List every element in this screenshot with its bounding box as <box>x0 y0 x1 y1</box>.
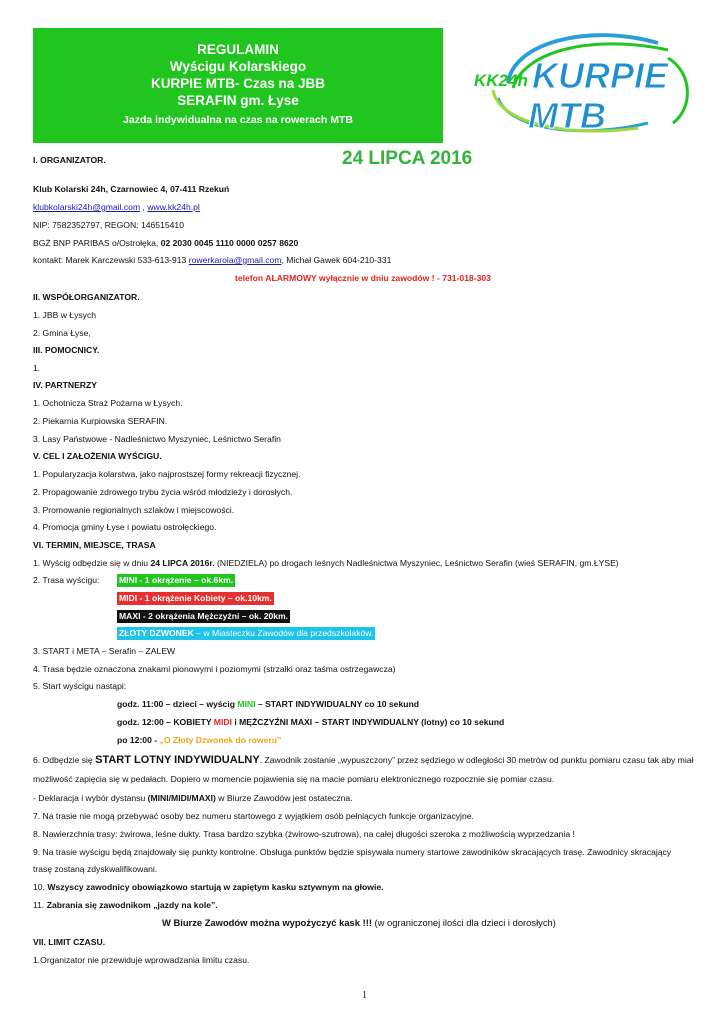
logo-mtb: MTB <box>528 95 606 136</box>
list-item: 1. Ochotnicza Straż Pożarna w Łysych. <box>33 398 183 408</box>
title-banner <box>33 28 443 143</box>
title-line-5: Jazda indywidualna na czas na rowerach MTB <box>123 114 353 126</box>
schedule-1: godz. 11:00 – dzieci – wyścig MINI – START INDYWIDUALNY co 10 sekund <box>117 699 419 709</box>
list-item: 2. Propagowanie zdrowego trybu życia wśród młodzieży i dorosłych. <box>33 487 293 497</box>
logo-kurpie: KURPIE <box>532 55 669 96</box>
route-midi: MIDI - 1 okrążenie Kobiety – ok.10km. <box>119 593 272 603</box>
list-item: 5. Start wyścigu nastąpi: <box>33 681 127 691</box>
section-7-title: VII. LIMIT CZASU. <box>33 937 106 947</box>
organizer-address: Klub Kolarski 24h, Czarnowiec 4, 07-411 Rzekuń <box>33 184 230 194</box>
logo-kk24h: KK24h <box>474 71 528 90</box>
list-item-cont: trasę zostaną zdyskwalifikowani. <box>33 864 158 874</box>
list-item: 4. Trasa będzie oznaczona znakami pionowymi i poziomymi (strzałki oraz taśma ostrzegawcza) <box>33 664 396 674</box>
section-3-title: III. POMOCNICY. <box>33 345 100 355</box>
list-item-cont: możliwość zapięcia się w pedałach. Dopiero w momencie pojawienia się na macie pomiaru elektronicznego rozpocznie się pomiar czasu. <box>33 774 555 784</box>
list-item: 7. Na trasie nie mogą przebywać osoby bez numeru startowego z wyjątkiem osób pełniących funkcje organizacyjne. <box>33 811 474 821</box>
nip-regon: NIP: 7582352797, REGON: 146515410 <box>33 220 184 230</box>
page-number: 1 <box>362 990 367 1001</box>
event-date: 24 LIPCA 2016 <box>342 148 473 169</box>
route-maxi: MAXI - 2 okrążenia Mężczyźni – ok. 20km. <box>119 611 289 621</box>
section-4-title: IV. PARTNERZY <box>33 380 97 390</box>
bank-account: BGŻ BNP PARIBAS o/Ostrołęka, 02 2030 0045 1110 0000 0257 8620 <box>33 238 299 248</box>
schedule-2: godz. 12:00 – KOBIETY MIDI i MĘŻCZYŹNI MAXI – START INDYWIDUALNY (lotny) co 10 sekund <box>117 717 505 727</box>
title-line-4: SERAFIN gm. Łyse <box>177 93 299 108</box>
list-item: 8. Nawierzchnia trasy: żwirowa, leśne dukty. Trasa bardzo szybka (żwirowo-szutrowa), na całej długości szeroka z możliwością wyprzedzania ! <box>33 829 575 839</box>
contact-email-link[interactable]: rowerkarola@gmail.com <box>188 255 282 265</box>
organizer-links: klubkolarski24h@gmail.com , www.kk24h.pl <box>33 202 200 212</box>
list-item: 9. Na trasie wyścigu będą znajdowały się punkty kontrolne. Obsługa punktów będzie spisywała numery startowe zawodników skracających trasę. Zawodnicy skracający <box>33 847 672 857</box>
list-item: 11. Zabrania się zawodnikom „jazdy na kole”. <box>33 900 218 910</box>
list-item: 1. <box>33 363 41 373</box>
list-item: 4. Promocja gminy Łyse i powiatu ostrołęckiego. <box>33 522 217 532</box>
list-item: 3. Promowanie regionalnych szlaków i miejscowości. <box>33 505 235 515</box>
title-line-3: KURPIE MTB- Czas na JBB <box>150 76 326 91</box>
section-2-title: II. WSPÓŁORGANIZATOR. <box>33 292 140 302</box>
route-zloty-dzwonek: ZŁOTY DZWONEK – w Miasteczku Zawodów dla przedszkolaków. <box>119 628 374 638</box>
list-item: 3. Lasy Państwowe - Nadleśnictwo Myszyniec, Leśnictwo Serafin <box>33 434 281 444</box>
section-1-title: I. ORGANIZATOR. <box>33 155 106 165</box>
list-item: 3. START i META – Serafin – ZALEW <box>33 646 176 656</box>
list-item: 1.Organizator nie przewiduje wprowadzania limitu czasu. <box>33 955 250 965</box>
helmet-rental-note: W Biurze Zawodów można wypożyczyć kask !!! (w ograniczonej ilości dla dzieci i dorosłych) <box>162 917 556 928</box>
list-item: 1. Wyścig odbędzie się w dniu 24 LIPCA 2016r. (NIEDZIELA) po drogach leśnych Nadleśnictwa Myszyniec, Leśnictwo Serafin (wieś SERAFIN, gm.ŁYSE) <box>33 558 619 568</box>
route-mini: MINI - 1 okrążenie – ok.6km. <box>119 575 234 585</box>
kurpie-mtb-logo <box>468 28 700 140</box>
email-link[interactable]: klubkolarski24h@gmail.com <box>33 202 141 212</box>
list-item: 2. Piekarnia Kurpiowska SERAFIN. <box>33 416 168 426</box>
list-item: 1. Popularyzacja kolarstwa, jako najprostszej formy rekreacji fizycznej. <box>33 469 301 479</box>
section-6-title: VI. TERMIN, MIEJSCE, TRASA <box>33 540 156 550</box>
list-item: 6. Odbędzie się START LOTNY INDYWIDUALNY. Zawodnik zostanie „wypuszczony” przez sędziego w odległości 30 metrów od punktu pomiaru czasu tak aby miał <box>33 754 694 766</box>
title-line-2: Wyścigu Kolarskiego <box>169 59 307 74</box>
list-item: 10. Wszyscy zawodnicy obowiązkowo startują w zapiętym kasku sztywnym na głowie. <box>33 882 384 892</box>
declaration-line: - Deklaracja i wybór dystansu (MINI/MIDI/MAXI) w Biurze Zawodów jest ostateczna. <box>33 793 353 803</box>
alarm-phone: telefon ALARMOWY wyłącznie w dniu zawodów ! - 731-018-303 <box>235 273 491 283</box>
website-link[interactable]: www.kk24h.pl <box>147 202 200 212</box>
route-label: 2. Trasa wyścigu: <box>33 575 100 585</box>
schedule-3: po 12:00 - „O Złoty Dzwonek do roweru” <box>117 735 282 745</box>
section-5-title: V. CEL I ZAŁOŻENIA WYŚCIGU. <box>33 451 162 461</box>
contact-line: kontakt: Marek Karczewski 533-613-913 rowerkarola@gmail.com, Michał Gawek 604-210-331 <box>33 255 392 265</box>
list-item: 2. Gmina Łyse, <box>33 328 91 338</box>
title-line-1: REGULAMIN <box>197 42 279 57</box>
list-item: 1. JBB w Łysych <box>33 310 97 320</box>
